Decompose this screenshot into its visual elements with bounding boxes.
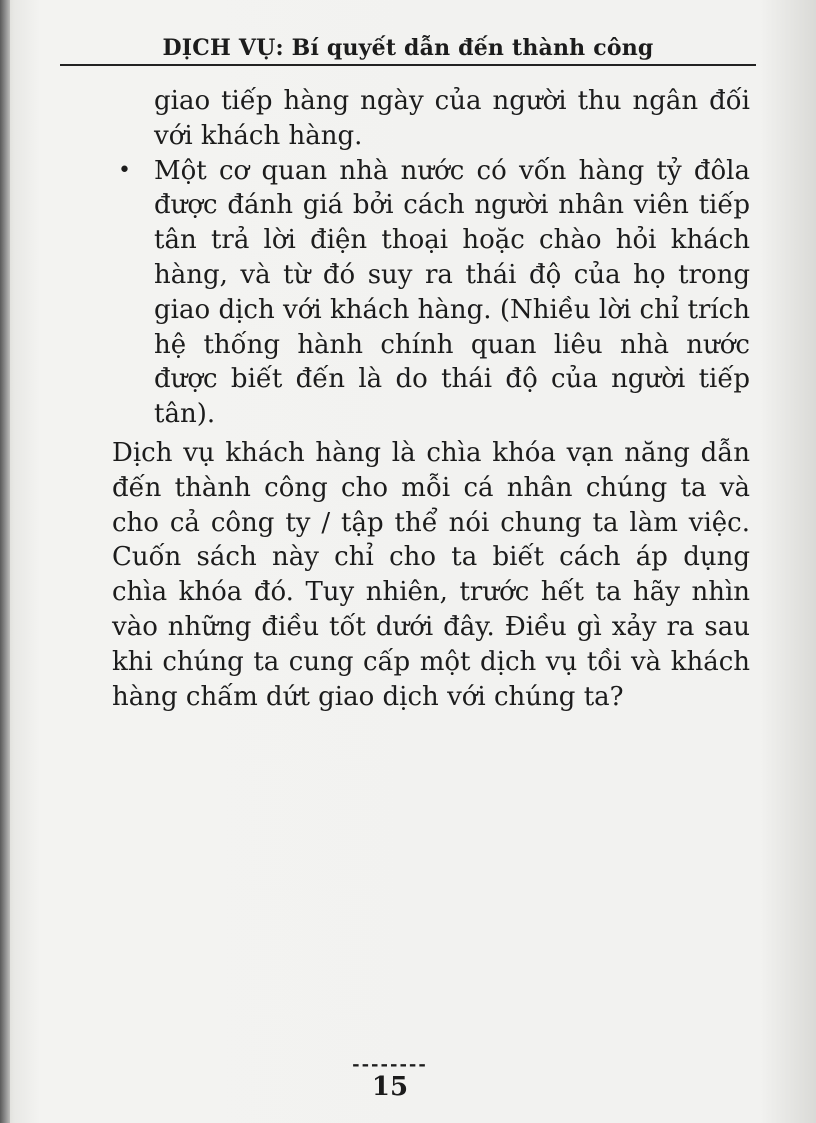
- footer-rule: --------: [352, 1054, 428, 1075]
- body-paragraph: Dịch vụ khách hàng là chìa khóa vạn năng dẫn đến thành công cho mỗi cá nhân chúng ta và cho cả công ty / tập thể nói chung ta làm việc. Cuốn sách này chỉ cho ta biết cách áp dụng chìa khóa đó. Tuy nhiên, trước hết ta hãy nhìn vào những điều tốt dưới đây. Điều gì xảy ra sau khi chúng ta cung cấp một dịch vụ tồi và khách hàng chấm dứt giao dịch với chúng ta?: [112, 437, 750, 712]
- page-content: [112, 84, 750, 714]
- page-number: 15: [371, 1072, 409, 1102]
- bullet-text: Một cơ quan nhà nước có vốn hàng tỷ đôla được đánh giá bởi cách người nhân viên tiếp tân trả lời điện thoại hoặc chào hỏi khách hàng, và từ đó suy ra thái độ của họ trong giao dịch với khách hàng. (Nhiều lời chỉ trích hệ thống hành chính quan liêu nhà nước được biết đến là do thái độ của người tiếp tân).: [154, 155, 750, 430]
- running-header: DỊCH VỤ: Bí quyết dẫn đến thành công: [60, 34, 756, 66]
- bullet-item: [118, 154, 750, 432]
- bullet-icon: •: [118, 157, 131, 183]
- continuation-text: giao tiếp hàng ngày của người thu ngân đối với khách hàng.: [154, 86, 750, 151]
- book-spine-shadow: [0, 0, 10, 1123]
